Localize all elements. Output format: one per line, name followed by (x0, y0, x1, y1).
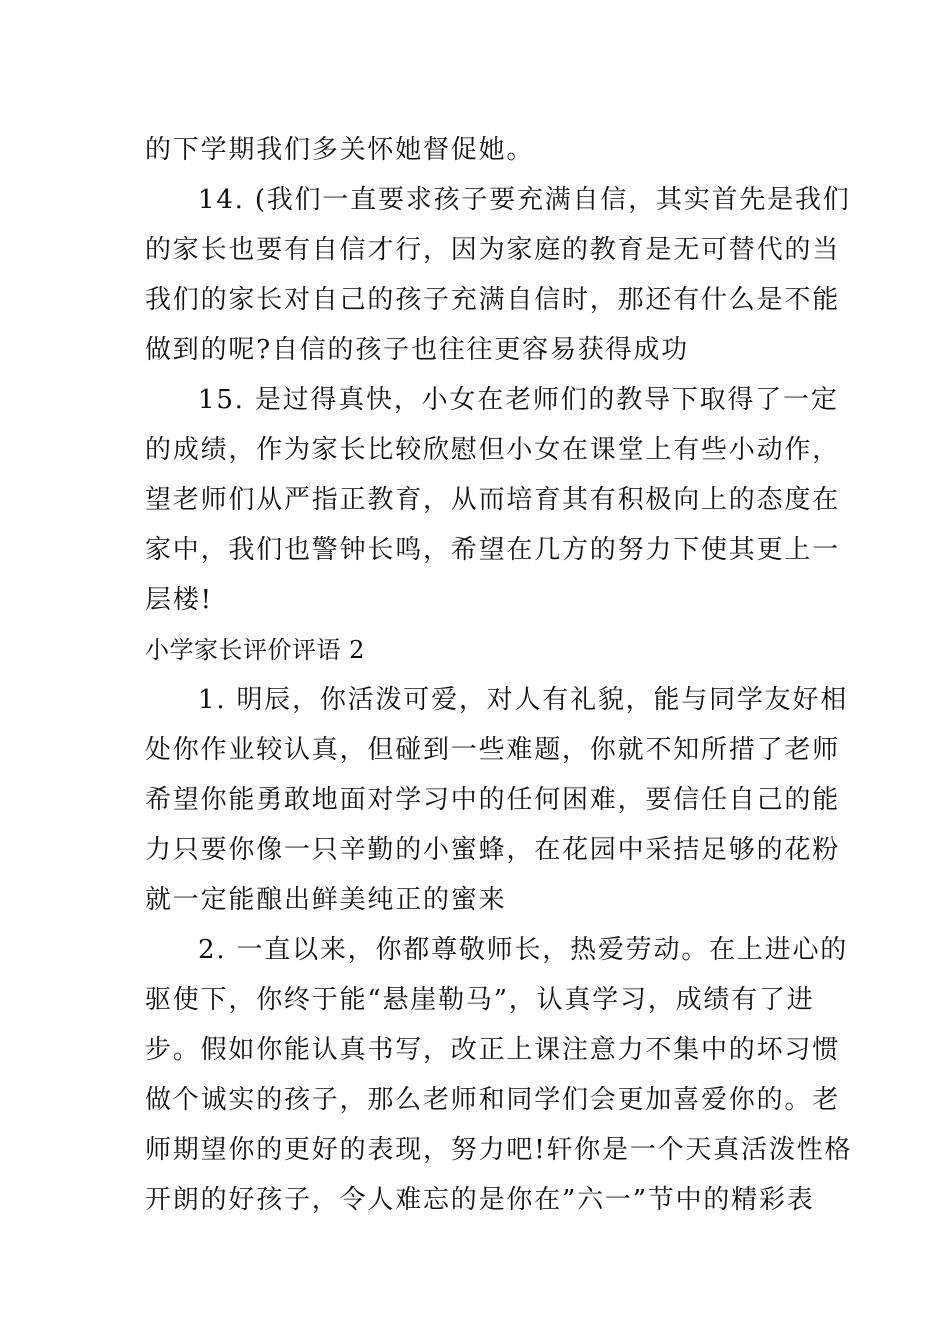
text-line: 开朗的好孩子，令人难忘的是你在”六一”节中的精彩表 (145, 1185, 815, 1215)
text-line: 望老师们从严指正教育，从而培育其有积极向上的态度在 (145, 485, 841, 515)
text-line: 我们的家长对自己的孩子充满自信时，那还有什么是不能 (145, 285, 841, 315)
text-line: 做到的呢?自信的孩子也往往更容易获得成功 (145, 335, 689, 365)
list-item-15-start: 15. 是过得真快，小女在老师们的教导下取得了一定 (198, 385, 839, 415)
text-line: 步。假如你能认真书写，改正上课注意力不集中的坏习惯 (145, 1035, 841, 1065)
text-line: 希望你能勇敢地面对学习中的任何困难，要信任自己的能 (145, 785, 841, 815)
list-item-2-start: 2. 一直以来，你都尊敬师长，热爱劳动。在上进心的 (198, 935, 849, 965)
text-line: 家中，我们也警钟长鸣，希望在几方的努力下使其更上一 (145, 535, 841, 565)
section-heading: 小学家长评价评语 2 (145, 636, 365, 664)
text-line: 的下学期我们多关怀她督促她。 (145, 135, 535, 165)
text-line: 就一定能酿出鲜美纯正的蜜来 (145, 885, 507, 915)
text-line: 层楼! (145, 585, 213, 615)
list-item-1-start: 1. 明辰，你活泼可爱，对人有礼貌，能与同学友好相 (198, 685, 849, 715)
text-line: 的成绩，作为家长比较欣慰但小女在课堂上有些小动作， (145, 435, 841, 465)
text-line: 驱使下，你终于能“悬崖勒马”，认真学习，成绩有了进 (145, 985, 815, 1015)
text-line: 力只要你像一只辛勤的小蜜蜂，在花园中采拮足够的花粉 (145, 835, 841, 865)
text-line: 的家长也要有自信才行，因为家庭的教育是无可替代的当 (145, 235, 841, 265)
text-line: 做个诚实的孩子，那么老师和同学们会更加喜爱你的。老 (145, 1085, 841, 1115)
list-item-14-start: 14. (我们一直要求孩子要充满自信，其实首先是我们 (198, 185, 851, 215)
text-line: 处你作业较认真，但碰到一些难题，你就不知所措了老师 (145, 735, 841, 765)
text-line: 师期望你的更好的表现，努力吧!轩你是一个天真活泼性格 (145, 1135, 853, 1165)
